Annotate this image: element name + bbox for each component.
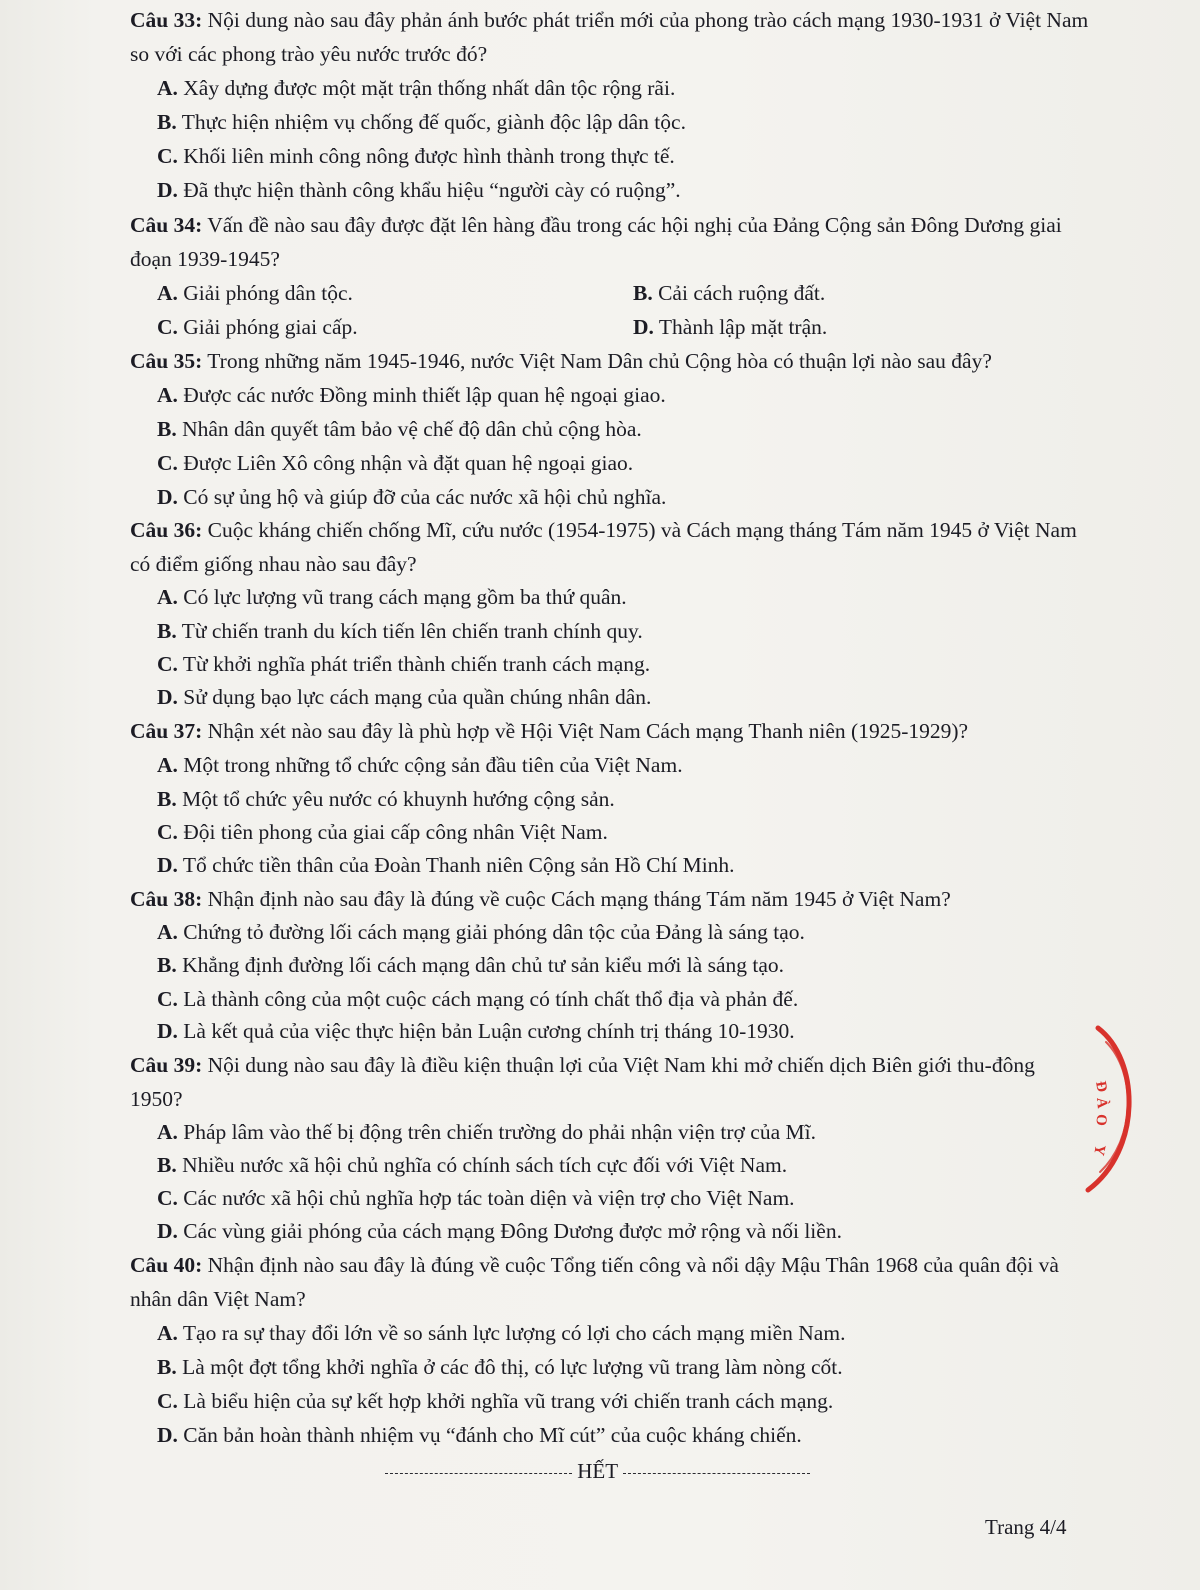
end-marker (385, 1454, 830, 1488)
question-33 (130, 3, 1090, 71)
divider (623, 1473, 810, 1474)
option-35-d: D. Có sự ủng hộ và giúp đỡ của các nước xã hội chủ nghĩa. (157, 485, 667, 509)
question-number: Câu 33: (130, 8, 203, 32)
option-33-b: B. Thực hiện nhiệm vụ chống đế quốc, giành độc lập dân tộc. (157, 110, 686, 134)
question-number: Câu 40: (130, 1253, 203, 1277)
question-number: Câu 36: (130, 518, 203, 542)
question-text: Câu 36: Cuộc kháng chiến chống Mĩ, cứu nước (1954-1975) và Cách mạng tháng Tám năm 1945 ở Việt Nam có điểm giống nhau nào sau đây? (130, 518, 1077, 576)
option-35-a: A. Được các nước Đồng minh thiết lập quan hệ ngoại giao. (157, 383, 666, 407)
option-34-d: D. Thành lập mặt trận. (633, 315, 828, 339)
option-39-c: C. Các nước xã hội chủ nghĩa hợp tác toàn diện và viện trợ cho Việt Nam. (157, 1186, 795, 1210)
question-text: Câu 38: Nhận định nào sau đây là đúng về cuộc Cách mạng tháng Tám năm 1945 ở Việt Nam? (130, 887, 951, 911)
question-34 (130, 208, 1090, 276)
option-34-a: A. Giải phóng dân tộc. (157, 281, 353, 305)
question-text: Câu 34: Vấn đề nào sau đây được đặt lên hàng đầu trong các hội nghị của Đảng Cộng sản Đông Dương giai đoạn 1939-1945? (130, 213, 1062, 271)
option-36-c: C. Từ khởi nghĩa phát triển thành chiến tranh cách mạng. (157, 652, 651, 676)
svg-text:Đ: Đ (1092, 1079, 1110, 1094)
option-37-c: C. Đội tiên phong của giai cấp công nhân Việt Nam. (157, 820, 608, 844)
question-35 (130, 344, 1090, 378)
page-number: Trang 4/4 (985, 1515, 1067, 1539)
option-38-c: C. Là thành công của một cuộc cách mạng có tính chất thổ địa và phản đế. (157, 987, 799, 1011)
question-number: Câu 34: (130, 213, 203, 237)
option-40-c: C. Là biểu hiện của sự kết hợp khởi nghĩa vũ trang với chiến tranh cách mạng. (157, 1389, 834, 1413)
option-33-d: D. Đã thực hiện thành công khẩu hiệu “người cày có ruộng”. (157, 178, 681, 202)
option-38-d: D. Là kết quả của việc thực hiện bản Luận cương chính trị tháng 10-1930. (157, 1019, 795, 1043)
option-36-a: A. Có lực lượng vũ trang cách mạng gồm ba thứ quân. (157, 585, 627, 609)
question-number: Câu 39: (130, 1053, 203, 1077)
question-number: Câu 38: (130, 887, 203, 911)
option-37-d: D. Tổ chức tiền thân của Đoàn Thanh niên Cộng sản Hồ Chí Minh. (157, 853, 735, 877)
option-38-b: B. Khẳng định đường lối cách mạng dân chủ tư sản kiểu mới là sáng tạo. (157, 953, 785, 977)
question-number: Câu 37: (130, 719, 203, 743)
option-39-a: A. Pháp lâm vào thế bị động trên chiến trường do phải nhận viện trợ của Mĩ. (157, 1120, 816, 1144)
option-39-b: B. Nhiều nước xã hội chủ nghĩa có chính sách tích cực đối với Việt Nam. (157, 1153, 788, 1177)
option-36-d: D. Sử dụng bạo lực cách mạng của quần chúng nhân dân. (157, 685, 652, 709)
question-number: Câu 35: (130, 349, 203, 373)
svg-text:Y: Y (1090, 1143, 1108, 1157)
question-text: Câu 39: Nội dung nào sau đây là điều kiện thuận lợi của Việt Nam khi mở chiến dịch Biên giới thu-đông 1950? (130, 1053, 1035, 1111)
option-40-d: D. Căn bản hoàn thành nhiệm vụ “đánh cho Mĩ cút” của cuộc kháng chiến. (157, 1423, 802, 1447)
svg-text:À: À (1093, 1096, 1110, 1110)
option-36-b: B. Từ chiến tranh du kích tiến lên chiến tranh chính quy. (157, 619, 643, 643)
question-39 (130, 1048, 1080, 1116)
option-38-a: A. Chứng tỏ đường lối cách mạng giải phóng dân tộc của Đảng là sáng tạo. (157, 920, 805, 944)
question-text: Câu 35: Trong những năm 1945-1946, nước Việt Nam Dân chủ Cộng hòa có thuận lợi nào sau đây? (130, 349, 992, 373)
option-40-a: A. Tạo ra sự thay đổi lớn về so sánh lực lượng có lợi cho cách mạng miền Nam. (157, 1321, 846, 1345)
divider (385, 1473, 572, 1474)
question-text: Câu 37: Nhận xét nào sau đây là phù hợp về Hội Việt Nam Cách mạng Thanh niên (1925-1929)? (130, 719, 969, 743)
option-39-d: D. Các vùng giải phóng của cách mạng Đông Dương được mở rộng và nối liền. (157, 1219, 842, 1243)
option-37-a: A. Một trong những tổ chức cộng sản đầu tiên của Việt Nam. (157, 753, 683, 777)
question-38 (130, 882, 1090, 916)
question-text: Câu 40: Nhận định nào sau đây là đúng về cuộc Tổng tiến công và nổi dậy Mậu Thân 1968 của quân đội và nhân dân Việt Nam? (130, 1253, 1059, 1311)
option-34-b: B. Cải cách ruộng đất. (633, 281, 826, 305)
svg-text:O: O (1092, 1113, 1109, 1127)
question-37 (130, 714, 1090, 748)
option-33-a: A. Xây dựng được một mặt trận thống nhất dân tộc rộng rãi. (157, 76, 676, 100)
question-40 (130, 1248, 1090, 1316)
option-37-b: B. Một tổ chức yêu nước có khuynh hướng cộng sản. (157, 787, 615, 811)
option-34-c: C. Giải phóng giai cấp. (157, 315, 358, 339)
option-35-b: B. Nhân dân quyết tâm bảo vệ chế độ dân chủ cộng hòa. (157, 417, 642, 441)
end-text: HẾT (577, 1459, 618, 1483)
question-36 (130, 513, 1090, 581)
stamp-seal (1070, 1020, 1160, 1200)
option-33-c: C. Khối liên minh công nông được hình thành trong thực tế. (157, 144, 675, 168)
question-text: Câu 33: Nội dung nào sau đây phản ánh bước phát triển mới của phong trào cách mạng 1930-1931 ở Việt Nam so với các phong trào yêu nước trước đó? (130, 8, 1089, 66)
option-40-b: B. Là một đợt tổng khởi nghĩa ở các đô thị, có lực lượng vũ trang làm nòng cốt. (157, 1355, 843, 1379)
option-35-c: C. Được Liên Xô công nhận và đặt quan hệ ngoại giao. (157, 451, 634, 475)
